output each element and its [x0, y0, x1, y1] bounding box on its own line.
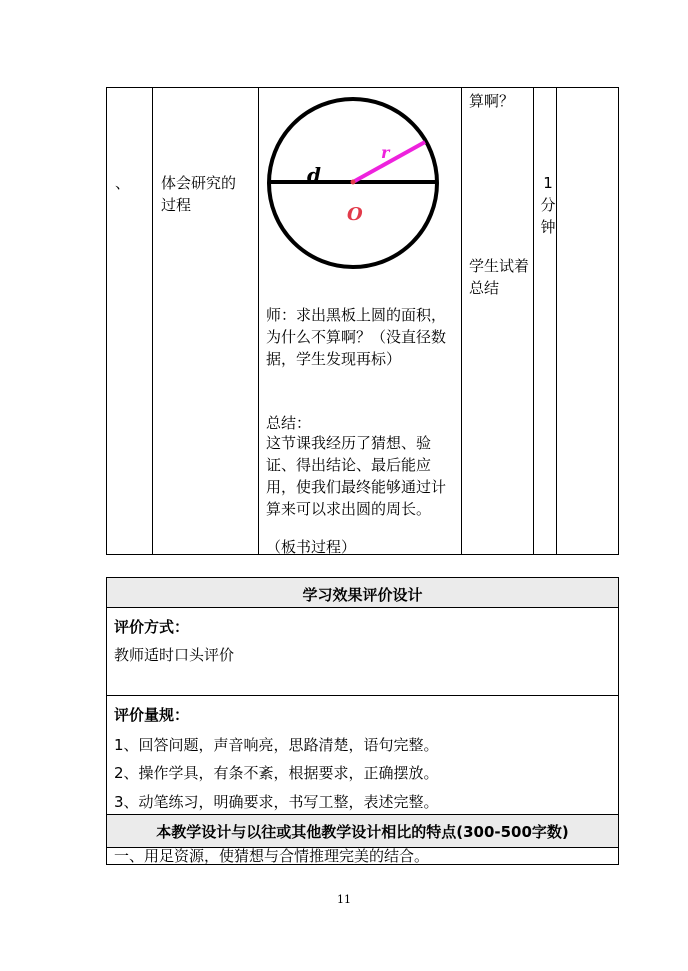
method-label: 评价方式：: [114, 618, 190, 636]
circle-diagram: [263, 96, 453, 286]
rubric-item: 2、操作学具，有条不紊，根据要求，正确摆放。: [114, 764, 439, 782]
summary-label: 总结：: [266, 414, 312, 432]
teacher-question: 师：求出黑板上圆的面积，为什么不算啊？（没直径数据，学生发现再标）: [266, 306, 447, 368]
summary-text: 这节课我经历了猜想、验证、得出结论、最后能应用，使我们最终能够通过计算来可以求出圆的周长。: [266, 434, 447, 518]
diameter-label: d: [307, 163, 321, 187]
time-number: 1: [543, 174, 553, 192]
column-divider: [533, 88, 534, 554]
rubric-item: 1、回答问题，声音响亮，思路清楚，语句完整。: [114, 736, 439, 754]
step-number: 、: [115, 174, 131, 192]
row-divider: [107, 607, 618, 608]
column-divider: [556, 88, 557, 554]
features-text: 一、用足资源，使猜想与合情推理完美的结合。: [114, 847, 430, 865]
step-title: 体会研究的过程: [161, 174, 237, 214]
method-text: 教师适时口头评价: [114, 646, 235, 664]
center-label: O: [347, 204, 363, 225]
student-summary: 学生试着总结: [469, 257, 530, 297]
center-point: [351, 180, 356, 185]
rubric-item: 3、动笔练习，明确要求，书写工整，表述完整。: [114, 793, 439, 811]
student-question: 算啊？: [469, 92, 515, 110]
column-divider: [152, 88, 153, 554]
page-number: 11: [337, 893, 351, 906]
rubric-label: 评价量规：: [114, 706, 190, 724]
evaluation-table: [106, 577, 619, 865]
time-unit: 钟: [540, 218, 556, 236]
features-title: 本教学设计与以往或其他教学设计相比的特点(300-500字数): [156, 823, 569, 841]
evaluation-title: 学习效果评价设计: [302, 586, 423, 604]
radius-label: r: [381, 143, 390, 162]
row-divider: [107, 695, 618, 696]
time-unit: 分: [540, 196, 556, 214]
column-divider: [258, 88, 259, 554]
board-note: （板书过程）: [266, 538, 357, 556]
lesson-process-table: [106, 87, 619, 555]
column-divider: [461, 88, 462, 554]
